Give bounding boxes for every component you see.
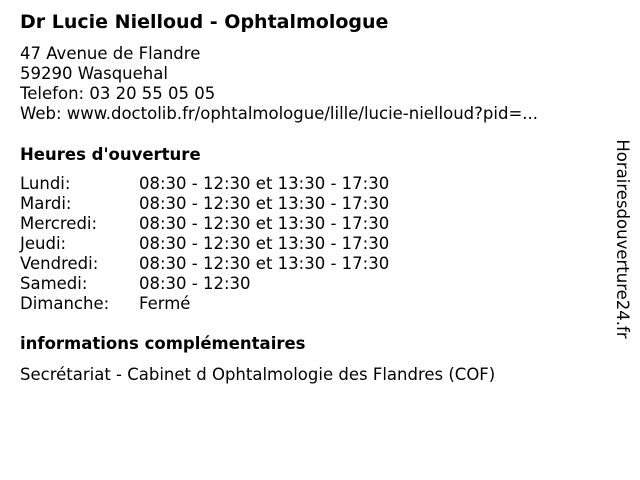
hours-row-saturday xyxy=(20,274,389,294)
city-postal-code: 59290 Wasquehal xyxy=(20,64,168,83)
additional-info-text: Secrétariat - Cabinet d Ophtalmologie des Flandres (COF) xyxy=(20,365,496,384)
day-label: Mercredi: xyxy=(20,214,98,233)
time-range: 08:30 - 12:30 et 13:30 - 17:30 xyxy=(139,194,390,213)
address-block xyxy=(20,44,538,124)
site-watermark: Horairesdouverture24.fr xyxy=(613,139,632,339)
time-range: 08:30 - 12:30 et 13:30 - 17:30 xyxy=(139,174,390,193)
time-range: 08:30 - 12:30 et 13:30 - 17:30 xyxy=(139,214,390,233)
hours-row-wednesday xyxy=(20,214,389,234)
time-range: 08:30 - 12:30 et 13:30 - 17:30 xyxy=(139,234,390,253)
time-range: 08:30 - 12:30 et 13:30 - 17:30 xyxy=(139,254,390,273)
day-label: Jeudi: xyxy=(20,234,67,253)
day-label: Lundi: xyxy=(20,174,71,193)
opening-hours-heading: Heures d'ouverture xyxy=(20,145,201,164)
additional-info-heading: informations complémentaires xyxy=(20,334,306,353)
time-range: 08:30 - 12:30 xyxy=(139,274,251,293)
page-title: Dr Lucie Nielloud - Ophtalmologue xyxy=(20,11,389,33)
phone-number: Telefon: 03 20 55 05 05 xyxy=(20,84,216,103)
street-address: 47 Avenue de Flandre xyxy=(20,44,201,63)
day-label: Samedi: xyxy=(20,274,88,293)
hours-row-thursday xyxy=(20,234,389,254)
day-label: Mardi: xyxy=(20,194,72,213)
website-link: Web: www.doctolib.fr/ophtalmologue/lille/lucie-nielloud?pid=... xyxy=(20,104,539,123)
hours-row-tuesday xyxy=(20,194,389,214)
day-label: Dimanche: xyxy=(20,294,110,313)
hours-row-sunday xyxy=(20,294,389,314)
time-range: Fermé xyxy=(139,294,191,313)
opening-hours-table xyxy=(20,174,389,314)
day-label: Vendredi: xyxy=(20,254,99,273)
hours-row-monday xyxy=(20,174,389,194)
hours-row-friday xyxy=(20,254,389,274)
